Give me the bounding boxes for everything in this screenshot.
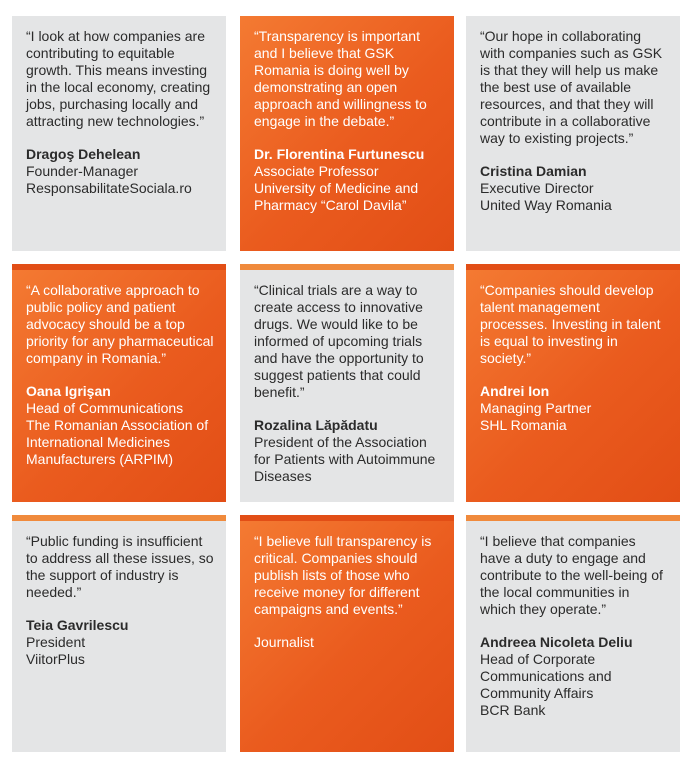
testimonial-organization: BCR Bank (480, 702, 546, 718)
testimonial-name: Dr. Florentina Furtunescu (254, 146, 425, 162)
testimonial-role: President of the Association for Patients with Autoimmune Diseases (254, 434, 436, 484)
testimonial-name: Andrei Ion (480, 383, 550, 399)
testimonial-name: Oana Igrişan (26, 383, 111, 399)
testimonial-role: Journalist (254, 634, 314, 650)
testimonial-card-damian (466, 16, 680, 251)
testimonial-role: Founder-Manager (26, 163, 139, 179)
testimonial-organization: The Romanian Association of International Medicines Manufacturers (ARPIM) (26, 417, 209, 467)
testimonial-organization: University of Medicine and Pharmacy “Carol Davila” (254, 180, 419, 213)
testimonial-organization: ResponsabilitateSociala.ro (26, 180, 192, 196)
testimonial-quote: “I believe that companies have a duty to engage and contribute to the well-being of the local communities in which they operate.” (480, 533, 663, 617)
testimonial-quote: “Clinical trials are a way to create access to innovative drugs. We would like to be informed of upcoming trials and have the opportunity to suggest patients that could benefit.” (254, 282, 424, 400)
testimonial-role: Associate Professor (254, 163, 379, 179)
testimonial-name: Teia Gavrilescu (26, 617, 129, 633)
testimonial-card-ion (466, 264, 680, 502)
testimonial-organization: SHL Romania (480, 417, 567, 433)
testimonial-quote: “A collaborative approach to public policy and patient advocacy should be a top priority for any pharmaceutical company in Romania.” (26, 282, 214, 366)
testimonial-quote: “Public funding is insufficient to address all these issues, so the support of industry is needed.” (26, 533, 214, 600)
testimonial-role: Head of Corporate Communications and Community Affairs (480, 651, 612, 701)
testimonial-name: Andreea Nicoleta Deliu (480, 634, 633, 650)
testimonial-name: Cristina Damian (480, 163, 587, 179)
testimonial-role: Head of Communications (26, 400, 184, 416)
testimonial-quote: “Our hope in collaborating with companies such as GSK is that they will help us make the best use of available resources, and that they will contribute in a collaborative way to existing projects.” (480, 28, 663, 146)
testimonial-role: Managing Partner (480, 400, 592, 416)
testimonial-card-journalist (240, 515, 454, 752)
testimonial-organization: United Way Romania (480, 197, 612, 213)
testimonial-name: Rozalina Lăpădatu (254, 417, 378, 433)
testimonial-role: President (26, 634, 86, 650)
testimonial-card-lapadatu (240, 264, 454, 502)
testimonial-name: Dragoş Dehelean (26, 146, 141, 162)
testimonial-card-igrisan (12, 264, 226, 502)
testimonial-organization: ViitorPlus (26, 651, 85, 667)
testimonial-quote: “Companies should develop talent management processes. Investing in talent is equal to investing in society.” (480, 282, 661, 366)
testimonial-quote: “Transparency is important and I believe that GSK Romania is doing well by demonstrating an open approach and willingness to engage in the debate.” (254, 28, 427, 129)
testimonial-card-deliu (466, 515, 680, 752)
testimonial-card-dehelean (12, 16, 226, 251)
testimonial-role: Executive Director (480, 180, 594, 196)
testimonial-card-gavrilescu (12, 515, 226, 752)
testimonial-quote: “I look at how companies are contributing to equitable growth. This means investing in the local economy, creating jobs, purchasing locally and attracting new technologies.” (26, 28, 211, 129)
testimonial-card-furtunescu (240, 16, 454, 251)
testimonial-quote: “I believe full transparency is critical. Companies should publish lists of those who receive money for different campaigns and events.” (254, 533, 432, 617)
